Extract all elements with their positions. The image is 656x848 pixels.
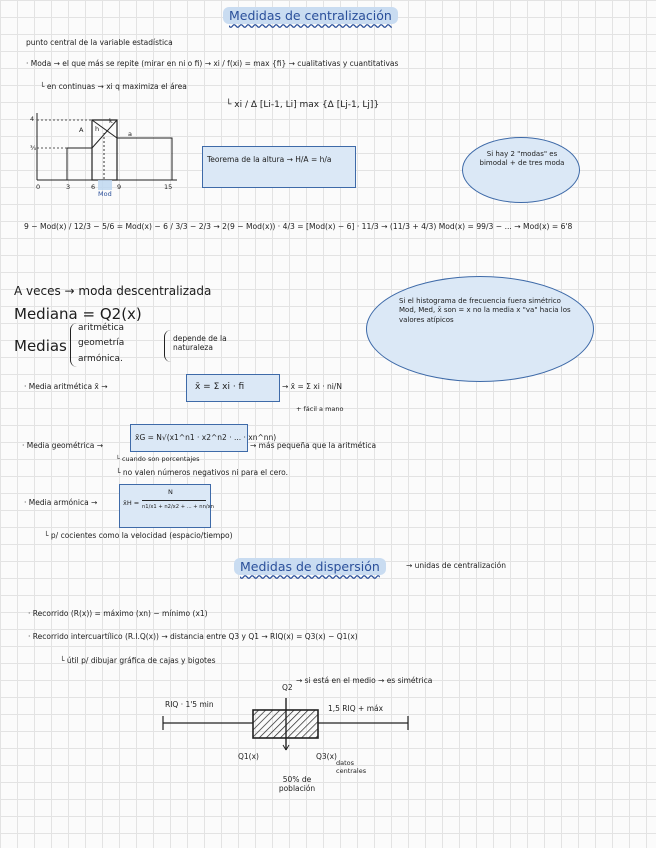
boxplot-poblacion: 50% de población	[278, 775, 316, 793]
bimodal-text: Si hay 2 "modas" es bimodal + de tres moda	[479, 150, 565, 168]
descentralizada-heading: A veces → moda descentralizada	[14, 284, 212, 298]
page-title: Medidas de centralización	[223, 7, 398, 24]
moda-formula: └ xi / Δ [Li-1, Li] max {Δ [Lj-1, Lj]}	[226, 100, 380, 110]
medias-bracket	[70, 323, 77, 367]
boxplot-q2: Q2	[282, 683, 293, 692]
boxplot-use: └ útil p/ dibujar gráfica de cajas y bigotes	[60, 656, 216, 665]
aritmetica-formula: x̄ = Σ xi · fi	[195, 382, 245, 392]
aritmetica-formula-box	[186, 374, 280, 402]
aritmetica-label: · Media aritmética x̄ →	[24, 382, 108, 391]
hist-x9: 9	[117, 183, 122, 191]
boxplot-q2-note: → si está en el medio → es simétrica	[296, 676, 433, 685]
boxplot-datos: datos centrales	[336, 759, 367, 775]
geometrica-sub1: └ cuando son porcentajes	[116, 455, 200, 463]
armonica-den: n1/x1 + n2/x2 + ... + nn/xn	[142, 504, 214, 510]
geometrica-formula-box	[130, 424, 277, 452]
geometrica-formula: x̄G = N√(x1^n1 · x2^n2 · ... · xn^nn)	[135, 433, 277, 442]
dispersion-title: Medidas de dispersión	[234, 558, 386, 575]
armonica-label: · Media armónica →	[24, 498, 98, 507]
hist-label-h: h	[95, 125, 100, 133]
intercuartilico-text: · Recorrido intercuartílico (R.I.Q(x)) → distancia entre Q3 y Q1 → RIQ(x) = Q3(x) − Q1(x)	[28, 632, 358, 641]
geometrica-note: → más pequeña que la aritmética	[250, 441, 377, 450]
hist-x3: 3	[66, 183, 71, 191]
hist-label-mod: Mod	[98, 190, 112, 198]
medias-label: Medias	[14, 337, 67, 355]
boxplot-right-whisker: 1,5 RIQ + máx	[328, 704, 384, 713]
hist-label-a: a	[128, 130, 132, 138]
thales-box	[202, 146, 356, 188]
recorrido-text: · Recorrido (R(x)) = máximo (xn) − mínimo (x1)	[28, 609, 208, 618]
medias-item-geometria: geometría	[78, 338, 125, 348]
mediana-text: Mediana = Q2(x)	[14, 305, 142, 323]
depende-bracket	[164, 330, 171, 362]
geometrica-sub2: └ no valen números negativos ni para el cero.	[116, 468, 289, 477]
armonica-lhs: x̄H =	[123, 499, 140, 507]
hist-label-k: k	[109, 117, 113, 125]
boxplot-q1: Q1(x)	[238, 752, 259, 761]
intro-text: punto central de la variable estadística	[26, 38, 173, 47]
boxplot-q3: Q3(x)	[316, 752, 337, 761]
bimodal-note	[462, 137, 580, 203]
armonica-formula-box	[119, 484, 214, 528]
aritmetica-alt: → x̄ = Σ xi · ni/N	[282, 382, 342, 391]
armonica-note: └ p/ cocientes como la velocidad (espacio/tiempo)	[44, 531, 233, 540]
armonica-fraction-bar	[142, 500, 206, 501]
hist-label-A: A	[79, 126, 84, 134]
hist-y4: 4	[30, 115, 35, 123]
hist-x0: 0	[36, 183, 41, 191]
aritmetica-note: + fácil a mano	[296, 405, 344, 413]
depende-text: depende de la naturaleza	[173, 334, 227, 352]
moda-equation: 9 − Mod(x) / 12/3 − 5/6 = Mod(x) − 6 / 3/3 − 2/3 → 2(9 − Mod(x)) · 4/3 = [Mod(x) − 6] · 11/3 → (11/3 + 4/3) Mod(x) = 99/3 − ... → Mod(x) = 6'8	[24, 222, 573, 231]
boxplot-left-whisker: RIQ · 1'5 min	[165, 700, 214, 709]
symmetric-note	[366, 276, 594, 382]
moda-continuas: └ en continuas → xi q maximiza el área	[40, 82, 187, 91]
moda-definition: · Moda → el que más se repite (mirar en ni o fi) → xi / f(xi) = max {fi} → cualitativas y cuantitativas	[26, 59, 399, 68]
medias-item-aritmetica: aritmética	[78, 323, 125, 333]
thales-text: Teorema de la altura → H/A = h/a	[207, 155, 332, 164]
medias-item-armonica: armónica.	[78, 354, 123, 364]
hist-x6: 6	[91, 183, 96, 191]
dispersion-suffix: → unidas de centralización	[406, 561, 507, 570]
symmetric-note-text: Si el histograma de frecuencia fuera simétrico Mod, Med, x̄ son = x no la media x "va" hacia los valores atípicos	[399, 297, 571, 324]
geometrica-label: · Media geométrica →	[22, 441, 104, 450]
hist-x15: 15	[164, 183, 173, 191]
armonica-num: N	[168, 488, 173, 496]
hist-y35: ⅗	[30, 144, 37, 152]
